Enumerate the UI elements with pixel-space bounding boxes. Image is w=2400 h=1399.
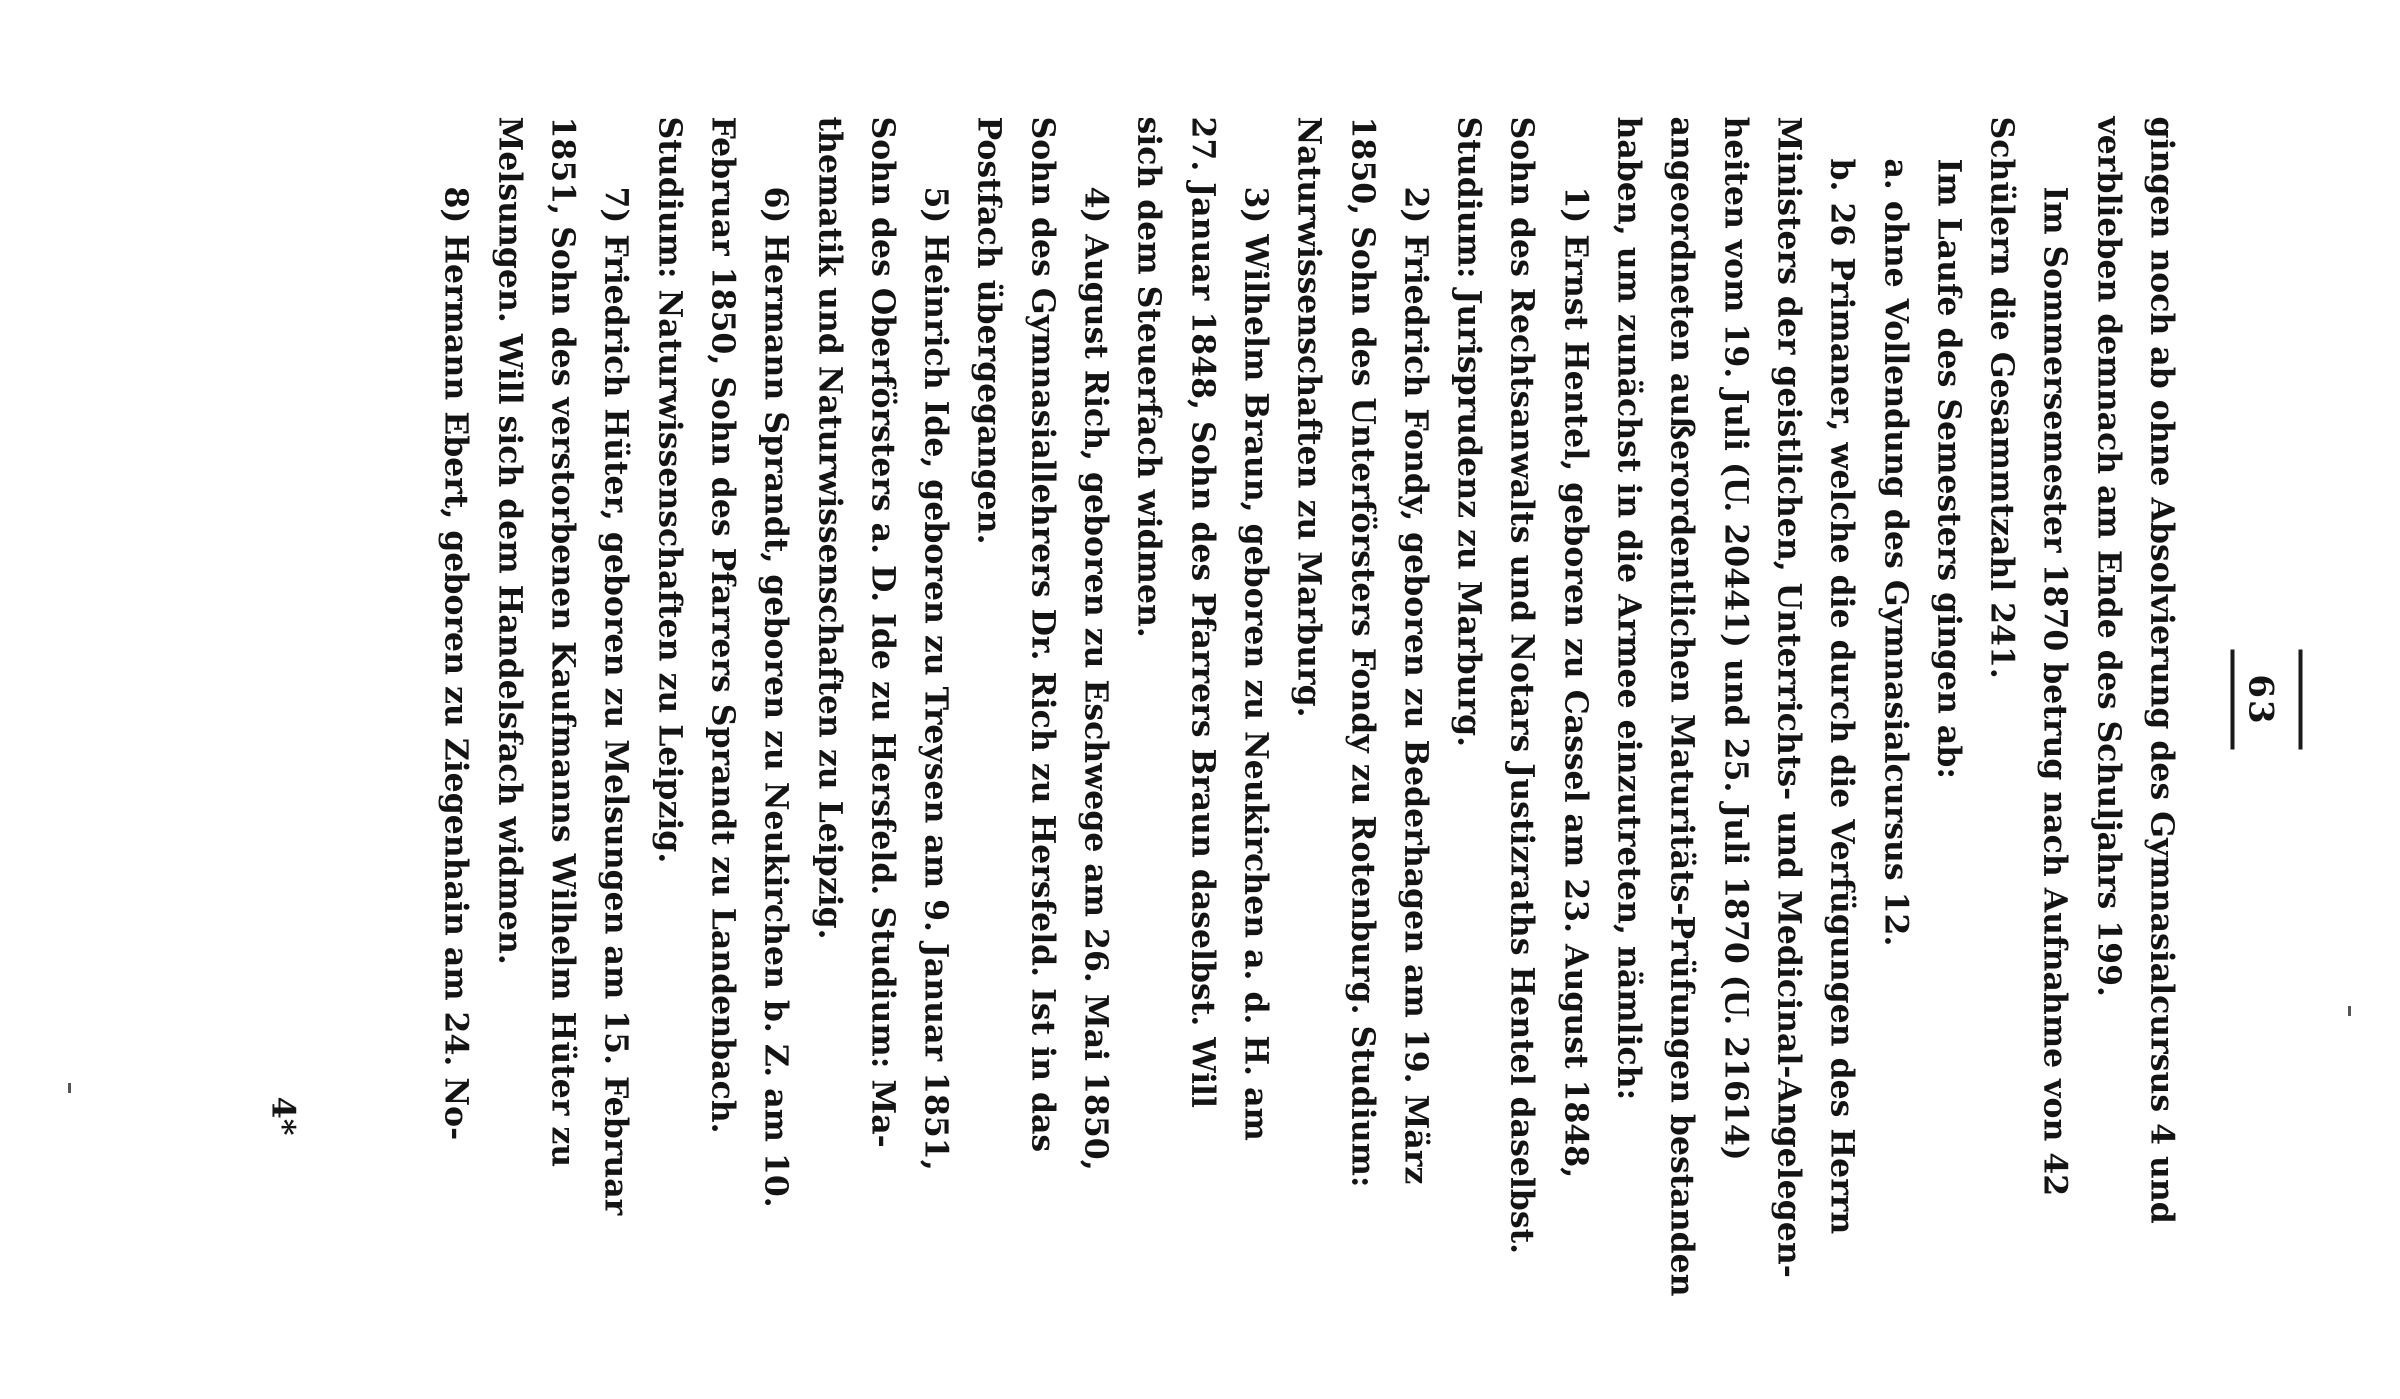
text-line: 1) Ernst Hentel, geboren zu Cassel am 23. August 1848, <box>1556 186 1594 1178</box>
text-line: Naturwissenschaften zu Marburg. <box>1290 116 1328 718</box>
text-line: a. ohne Vollendung des Gymnasialcursus 12. <box>1876 158 1914 946</box>
text-line: verblieben demnach am Ende des Schuljahrs 199. <box>2089 116 2127 997</box>
text-line: Im Sommersemester 1870 betrug nach Aufnahme von 42 <box>2036 186 2074 1196</box>
text-line: angeordneten außerordentlichen Maturitäts-Prüfungen bestanden <box>1663 116 1701 1297</box>
header-rule <box>2230 649 2234 749</box>
text-line: haben, um zunächst in die Armee einzutreten, nämlich: <box>1610 116 1648 1100</box>
text-line: Februar 1850, Sohn des Pfarrers Sprandt zu Landenbach. <box>703 116 741 1134</box>
text-line: Schülern die Gesammtzahl 241. <box>1983 116 2021 679</box>
scan-speck <box>2348 1006 2351 1016</box>
text-line: 5) Heinrich Ide, geboren zu Treysen am 9. Januar 1851, <box>917 186 955 1171</box>
text-line: heiten vom 19. Juli (U. 20441) und 25. Juli 1870 (U. 21614) <box>1716 116 1754 1161</box>
body-text <box>429 116 2188 1297</box>
text-line: 1850, Sohn des Unterförsters Fondy zu Rotenburg. Studium: <box>1343 116 1381 1188</box>
text-line: Sohn des Rechtsanwalts und Notars Justizraths Hentel daselbst. <box>1503 116 1541 1254</box>
text-line: Studium: Naturwissenschaften zu Leipzig. <box>650 116 688 863</box>
text-line: Melsungen. Will sich dem Handelsfach widmen. <box>490 116 528 965</box>
text-line: Postfach übergegangen. <box>970 116 1008 545</box>
page-number: 63 <box>2240 673 2280 726</box>
text-line: 4) August Rich, geboren zu Eschwege am 26. Mai 1850, <box>1077 186 1115 1171</box>
text-line: 27. Januar 1848, Sohn des Pfarrers Braun daselbst. Will <box>1183 116 1221 1108</box>
text-line: 8) Hermann Ebert, geboren zu Ziegenhain am 24. No- <box>437 186 475 1140</box>
text-line: 1851, Sohn des verstorbenen Kaufmanns Wilhelm Hüter zu <box>544 116 582 1167</box>
text-line: Sohn des Oberförsters a. D. Ide zu Hersfeld. Studium: Ma- <box>863 116 901 1148</box>
signature-mark: 4* <box>264 1096 302 1135</box>
text-line: Studium: Jurisprudenz zu Marburg. <box>1450 116 1488 747</box>
text-line: b. 26 Primaner, welche die durch die Verfügungen des Herrn <box>1823 158 1861 1234</box>
text-line: 2) Friedrich Fondy, geboren zu Bederhagen am 19. März <box>1396 186 1434 1184</box>
text-line: gingen noch ab ohne Absolvierung des Gymnasialcursus 4 und <box>2143 116 2180 1224</box>
text-line: 6) Hermann Sprandt, geboren zu Neukirchen b. Z. am 10. <box>757 186 795 1208</box>
text-line: Ministers der geistlichen, Unterrichts- und Medicinal-Angelegen- <box>1769 116 1807 1278</box>
top-rule <box>2298 649 2302 749</box>
text-line: Sohn des Gymnasiallehrers Dr. Rich zu Hersfeld. Ist in das <box>1023 116 1061 1152</box>
scan-speck <box>68 1083 71 1093</box>
text-line: 7) Friedrich Hüter, geboren zu Melsungen am 15. Februar <box>597 186 635 1215</box>
text-line: Im Laufe des Semesters gingen ab: <box>1929 158 1967 779</box>
text-line: sich dem Steuerfach widmen. <box>1130 116 1168 638</box>
text-line: thematik und Naturwissenschaften zu Leipzig. <box>810 116 848 940</box>
text-line: 3) Wilhelm Braun, geboren zu Neukirchen a. d. H. am <box>1236 186 1274 1141</box>
